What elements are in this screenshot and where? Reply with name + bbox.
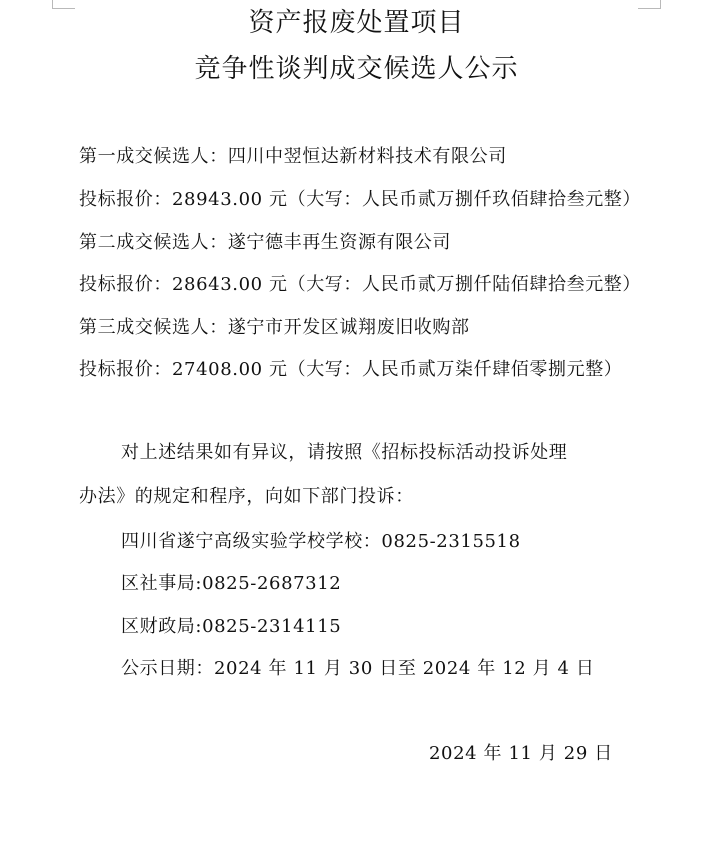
first-candidate-name: 四川中翌恒达新材料技术有限公司 — [227, 146, 507, 167]
third-candidate-line — [79, 315, 470, 341]
first-bid-line — [79, 187, 641, 213]
first-bid-amount: 28943.00 元（大写：人民币贰万捌仟玖佰肆拾叁元整） — [172, 189, 642, 210]
second-bid-label: 投标报价： — [79, 274, 172, 295]
finance-bureau-contact-phone: 0825-2314115 — [202, 616, 342, 637]
second-candidate-name: 遂宁德丰再生资源有限公司 — [227, 232, 452, 253]
finance-bureau-contact-line — [121, 614, 341, 640]
second-candidate-label: 第二成交候选人： — [79, 232, 228, 253]
objection-text-line-2: 办法》的规定和程序，向如下部门投诉： — [79, 486, 414, 507]
third-bid-line — [79, 357, 622, 383]
social-affairs-contact-phone: 0825-2687312 — [202, 573, 342, 594]
school-contact-label: 四川省遂宁高级实验学校学校： — [121, 531, 382, 552]
first-candidate-label: 第一成交候选人： — [79, 146, 228, 167]
school-contact-phone: 0825-2315518 — [381, 531, 521, 552]
second-bid-amount: 28643.00 元（大写：人民币贰万捌仟陆佰肆拾叁元整） — [172, 274, 642, 295]
third-bid-label: 投标报价： — [79, 359, 172, 380]
announcement-period-value: 2024 年 11 月 30 日至 2024 年 12 月 4 日 — [214, 658, 595, 679]
objection-text-line-1: 对上述结果如有异议，请按照《招标投标活动投诉处理 — [121, 442, 568, 463]
document-title-line-2: 竞争性谈判成交候选人公示 — [194, 54, 519, 84]
social-affairs-contact-label: 区社事局: — [121, 573, 203, 594]
third-candidate-name: 遂宁市开发区诚翔废旧收购部 — [227, 317, 470, 338]
signature-date: 2024 年 11 月 29 日 — [429, 743, 613, 764]
first-bid-label: 投标报价： — [79, 189, 172, 210]
second-candidate-line — [79, 230, 451, 256]
document-title-line-1: 资产报废处置项目 — [248, 8, 465, 38]
announcement-period-label: 公示日期： — [121, 658, 214, 679]
announcement-period-line — [121, 656, 595, 682]
second-bid-line — [79, 272, 641, 298]
school-contact-line — [121, 529, 521, 555]
third-bid-amount: 27408.00 元（大写：人民币贰万柒仟肆佰零捌元整） — [172, 359, 623, 380]
social-affairs-contact-line — [121, 571, 341, 597]
finance-bureau-contact-label: 区财政局: — [121, 616, 203, 637]
first-candidate-line — [79, 144, 507, 170]
third-candidate-label: 第三成交候选人： — [79, 317, 228, 338]
